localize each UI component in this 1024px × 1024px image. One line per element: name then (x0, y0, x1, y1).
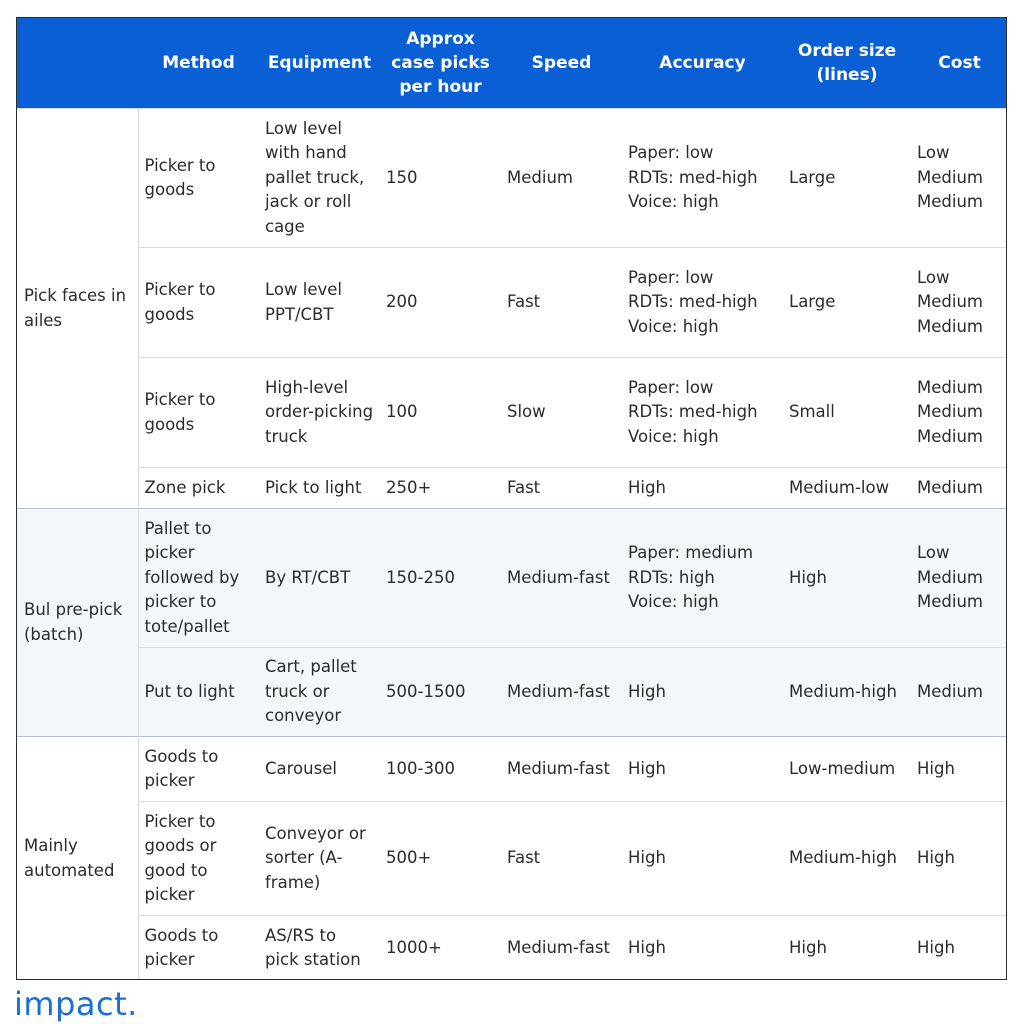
cost-cell-line: Medium (917, 402, 983, 422)
cost-cell-line: Medium (917, 426, 983, 446)
accuracy-cell (622, 468, 783, 509)
cost-cell (911, 509, 1007, 648)
method-cell: Zone pick (138, 468, 259, 509)
table-row (17, 737, 1007, 802)
cost-cell (911, 358, 1007, 468)
picks-per-hour-cell: 500+ (380, 802, 501, 916)
picks-per-hour-cell: 150-250 (380, 509, 501, 648)
order-size-cell: Medium-low (783, 468, 911, 509)
cost-cell-line: Low (917, 543, 950, 563)
equipment-cell: Cart, pallet truck or conveyor (259, 648, 380, 737)
method-cell: Pallet to picker followed by picker to tote/pallet (138, 509, 259, 648)
table-group (17, 509, 1007, 737)
method-cell: Picker to goods (138, 109, 259, 248)
accuracy-cell-line: High (628, 477, 666, 497)
order-size-cell: High (783, 916, 911, 981)
speed-cell: Medium (501, 109, 622, 248)
accuracy-cell-line: Paper: low (628, 267, 714, 287)
cost-cell-line: Medium (917, 477, 983, 497)
equipment-cell: Low level with hand pallet truck, jack or roll cage (259, 109, 380, 248)
picks-per-hour-cell: 200 (380, 248, 501, 358)
picks-per-hour-cell: 1000+ (380, 916, 501, 981)
cost-cell (911, 248, 1007, 358)
table-row (17, 468, 1007, 509)
accuracy-cell-line: RDTs: high (628, 567, 715, 587)
cost-cell-line: Medium (917, 192, 983, 212)
cost-cell-line: Low (917, 143, 950, 163)
accuracy-cell-line: Voice: high (628, 426, 719, 446)
comparison-table-frame (16, 17, 1007, 980)
equipment-cell: By RT/CBT (259, 509, 380, 648)
accuracy-cell-line: RDTs: med-high (628, 402, 758, 422)
order-size-cell: High (783, 509, 911, 648)
category-cell: Mainly automated (17, 737, 138, 981)
method-cell: Picker to goods or good to picker (138, 802, 259, 916)
method-cell: Picker to goods (138, 248, 259, 358)
cost-cell (911, 737, 1007, 802)
order-size-cell: Small (783, 358, 911, 468)
equipment-cell: Low level PPT/CBT (259, 248, 380, 358)
picks-per-hour-cell: 100-300 (380, 737, 501, 802)
table-header (17, 18, 1007, 109)
accuracy-cell-line: High (628, 758, 666, 778)
cost-cell-line: High (917, 848, 955, 868)
header-method: Method (138, 18, 259, 109)
method-cell: Goods to picker (138, 916, 259, 981)
accuracy-cell (622, 648, 783, 737)
equipment-cell: Carousel (259, 737, 380, 802)
cost-cell (911, 468, 1007, 509)
method-cell: Put to light (138, 648, 259, 737)
cost-cell-line: Medium (917, 292, 983, 312)
table-row (17, 248, 1007, 358)
header-row (17, 18, 1007, 109)
order-size-cell: Large (783, 109, 911, 248)
equipment-cell: AS/RS to pick station (259, 916, 380, 981)
equipment-cell: Pick to light (259, 468, 380, 509)
accuracy-cell-line: High (628, 848, 666, 868)
header-equipment: Equipment (259, 18, 380, 109)
accuracy-cell-line: Voice: high (628, 192, 719, 212)
cost-cell-line: High (917, 758, 955, 778)
accuracy-cell-line: RDTs: med-high (628, 167, 758, 187)
order-size-cell: Medium-high (783, 648, 911, 737)
table-row (17, 802, 1007, 916)
category-cell: Pick faces in ailes (17, 109, 138, 509)
cost-cell-line: Medium (917, 592, 983, 612)
header-order-size: Order size (lines) (783, 18, 911, 109)
speed-cell: Fast (501, 468, 622, 509)
header-blank (17, 18, 138, 109)
table-row (17, 358, 1007, 468)
accuracy-cell (622, 248, 783, 358)
accuracy-cell-line: High (628, 938, 666, 957)
table-row (17, 109, 1007, 248)
cost-cell-line: Medium (917, 316, 983, 336)
picks-per-hour-cell: 150 (380, 109, 501, 248)
table-row (17, 509, 1007, 648)
cost-cell-line: Medium (917, 167, 983, 187)
accuracy-cell-line: High (628, 681, 666, 701)
method-cell: Goods to picker (138, 737, 259, 802)
impact-logo: impact. (14, 985, 138, 1023)
picks-per-hour-cell: 100 (380, 358, 501, 468)
accuracy-cell (622, 802, 783, 916)
speed-cell: Fast (501, 802, 622, 916)
speed-cell: Medium-fast (501, 916, 622, 981)
accuracy-cell (622, 358, 783, 468)
header-accuracy: Accuracy (622, 18, 783, 109)
accuracy-cell-line: Paper: low (628, 143, 714, 163)
speed-cell: Medium-fast (501, 509, 622, 648)
category-cell: Bul pre-pick (batch) (17, 509, 138, 737)
cost-cell-line: High (917, 938, 955, 957)
table-row (17, 916, 1007, 981)
accuracy-cell (622, 109, 783, 248)
table-group (17, 737, 1007, 981)
cost-cell-line: Low (917, 267, 950, 287)
table-row (17, 648, 1007, 737)
picks-per-hour-cell: 500-1500 (380, 648, 501, 737)
equipment-cell: High-level order-picking truck (259, 358, 380, 468)
speed-cell: Medium-fast (501, 648, 622, 737)
accuracy-cell-line: RDTs: med-high (628, 292, 758, 312)
accuracy-cell (622, 916, 783, 981)
accuracy-cell-line: Paper: medium (628, 543, 754, 563)
order-size-cell: Medium-high (783, 802, 911, 916)
table-group (17, 109, 1007, 509)
speed-cell: Medium-fast (501, 737, 622, 802)
cost-cell (911, 916, 1007, 981)
picking-methods-table (17, 18, 1007, 980)
order-size-cell: Large (783, 248, 911, 358)
cost-cell-line: Medium (917, 681, 983, 701)
accuracy-cell-line: Voice: high (628, 592, 719, 612)
accuracy-cell (622, 509, 783, 648)
cost-cell (911, 648, 1007, 737)
accuracy-cell (622, 737, 783, 802)
order-size-cell: Low-medium (783, 737, 911, 802)
cost-cell-line: Medium (917, 377, 983, 397)
accuracy-cell-line: Voice: high (628, 316, 719, 336)
speed-cell: Fast (501, 248, 622, 358)
equipment-cell: Conveyor or sorter (A-frame) (259, 802, 380, 916)
accuracy-cell-line: Paper: low (628, 377, 714, 397)
picks-per-hour-cell: 250+ (380, 468, 501, 509)
header-picks-per-hour: Approx case picks per hour (380, 18, 501, 109)
header-cost: Cost (911, 18, 1007, 109)
method-cell: Picker to goods (138, 358, 259, 468)
cost-cell (911, 802, 1007, 916)
cost-cell (911, 109, 1007, 248)
speed-cell: Slow (501, 358, 622, 468)
header-speed: Speed (501, 18, 622, 109)
cost-cell-line: Medium (917, 567, 983, 587)
